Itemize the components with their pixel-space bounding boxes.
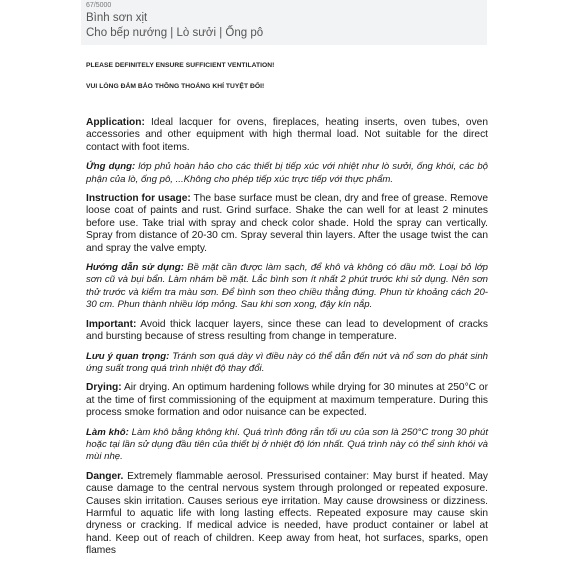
application-vi-text: lớp phủ hoàn hảo cho các thiết bị tiếp xúc với nhiệt như lò sưởi, ống khói, các bộ phận của lò, ống pô, ...Không cho phép tiếp xúc trực tiếp với thực phẩm.: [86, 161, 488, 185]
drying-en-label: Drying:: [86, 382, 122, 394]
drying-en-text: Air drying. An optimum hardening follows while drying for 30 minutes at 250°C or at the time of first commissioning of the equipment at maximum temperature. During this process smoke formation and odor nuisance can be expected.: [86, 382, 488, 419]
application-en-paragraph: [86, 117, 488, 154]
ventilation-warning-vi: VUI LÒNG ĐẢM BẢO THÔNG THOÁNG KHÍ TUYỆT ĐỐI!: [86, 83, 265, 90]
application-en-text: Ideal lacquer for ovens, fireplaces, heating inserts, oven tubes, oven accessories and other equipment with high thermal load. Not suitable for the direct contact with foot items.: [86, 117, 488, 153]
translated-title-line-1: Bình sơn xịt: [86, 12, 148, 24]
instruction-en-text: The base surface must be clean, dry and free of grease. Remove loose coat of paints and rust. Grind surface. Shake the can well for at least 2 minutes before use. Take trial with spray and check color shade. Hold the spray can vertically. Spray from distance of 20-30 cm. Spray several thin layers. After the usage twist the can and spray the valve empty.: [86, 193, 488, 254]
translation-box: [81, 0, 487, 45]
instruction-vi-paragraph: [86, 262, 488, 312]
application-vi-paragraph: [86, 161, 488, 186]
instruction-vi-text: Bề mặt cần được làm sạch, để khô và không có dầu mỡ. Loại bỏ lớp sơn cũ và bụi bẩn. Làm nhám bề mặt. Lắc bình sơn ít nhất 2 phút trước khi sử dụng. Nên sơn thử trước và kiểm tra màu sơn. Để bình sơn theo chiều thẳng đứng. Phun từ khoảng cách 20-30 cm. Phun thành nhiều lớp mỏng. Sau khi sơn xong, đậy kín nắp.: [86, 262, 488, 311]
instruction-en-paragraph: [86, 193, 488, 255]
instruction-vi-label: Hướng dẫn sử dụng:: [86, 262, 184, 274]
instruction-en-label: Instruction for usage:: [86, 193, 191, 205]
important-en-text: Avoid thick lacquer layers, since these can lead to development of cracks and bursting because of stress resulting from change in temperature.: [86, 318, 488, 343]
drying-vi-text: Làm khô bằng không khí. Quá trình đông rắn tối ưu của sơn là 250°C trong 30 phút hoặc tại lần sử dụng đầu tiên của thiết bị ở nhiệt độ lớn nhất. Quá trình này có thể sinh khói và mùi nhẹ.: [86, 426, 488, 463]
translated-title-line-2: Cho bếp nướng | Lò sưởi | Ống pô: [86, 27, 264, 39]
document-body: [86, 117, 488, 565]
drying-vi-paragraph: [86, 427, 488, 464]
important-en-label: Important:: [86, 318, 137, 330]
application-en-label: Application:: [86, 117, 145, 128]
important-vi-text: Tránh sơn quá dày vì điều này có thể dẫn đến nứt và nổ sơn do phát sinh ứng suất trong quá trình nhiệt độ thay đổi.: [86, 350, 488, 374]
important-vi-label: Lưu ý quan trọng:: [86, 350, 170, 362]
character-counter: 67/5000: [86, 2, 112, 9]
application-vi-label: Ứng dụng:: [86, 161, 136, 173]
important-en-paragraph: [86, 319, 488, 344]
drying-vi-label: Làm khô:: [86, 426, 129, 438]
ventilation-warning-en: PLEASE DEFINITELY ENSURE SUFFICIENT VENTILATION!: [86, 62, 275, 69]
danger-en-label: Danger.: [86, 470, 124, 482]
danger-en-text: Extremely flammable aerosol. Pressurised container: May burst if heated. May cause damage to the central nervous system through prolonged or repeated exposure. Causes skin irritation. Causes serious eye irritation. May cause drowsiness or dizziness. Harmful to aquatic life with long lasting effects. Repeated exposure may cause skin dryness or cracking. If medical advice is needed, have product container or label at hand. Keep out of reach of children. Keep away from heat, hot surfaces, sparks, open flames: [86, 470, 488, 557]
drying-en-paragraph: [86, 382, 488, 419]
danger-en-paragraph: [86, 471, 488, 558]
important-vi-paragraph: [86, 351, 488, 376]
